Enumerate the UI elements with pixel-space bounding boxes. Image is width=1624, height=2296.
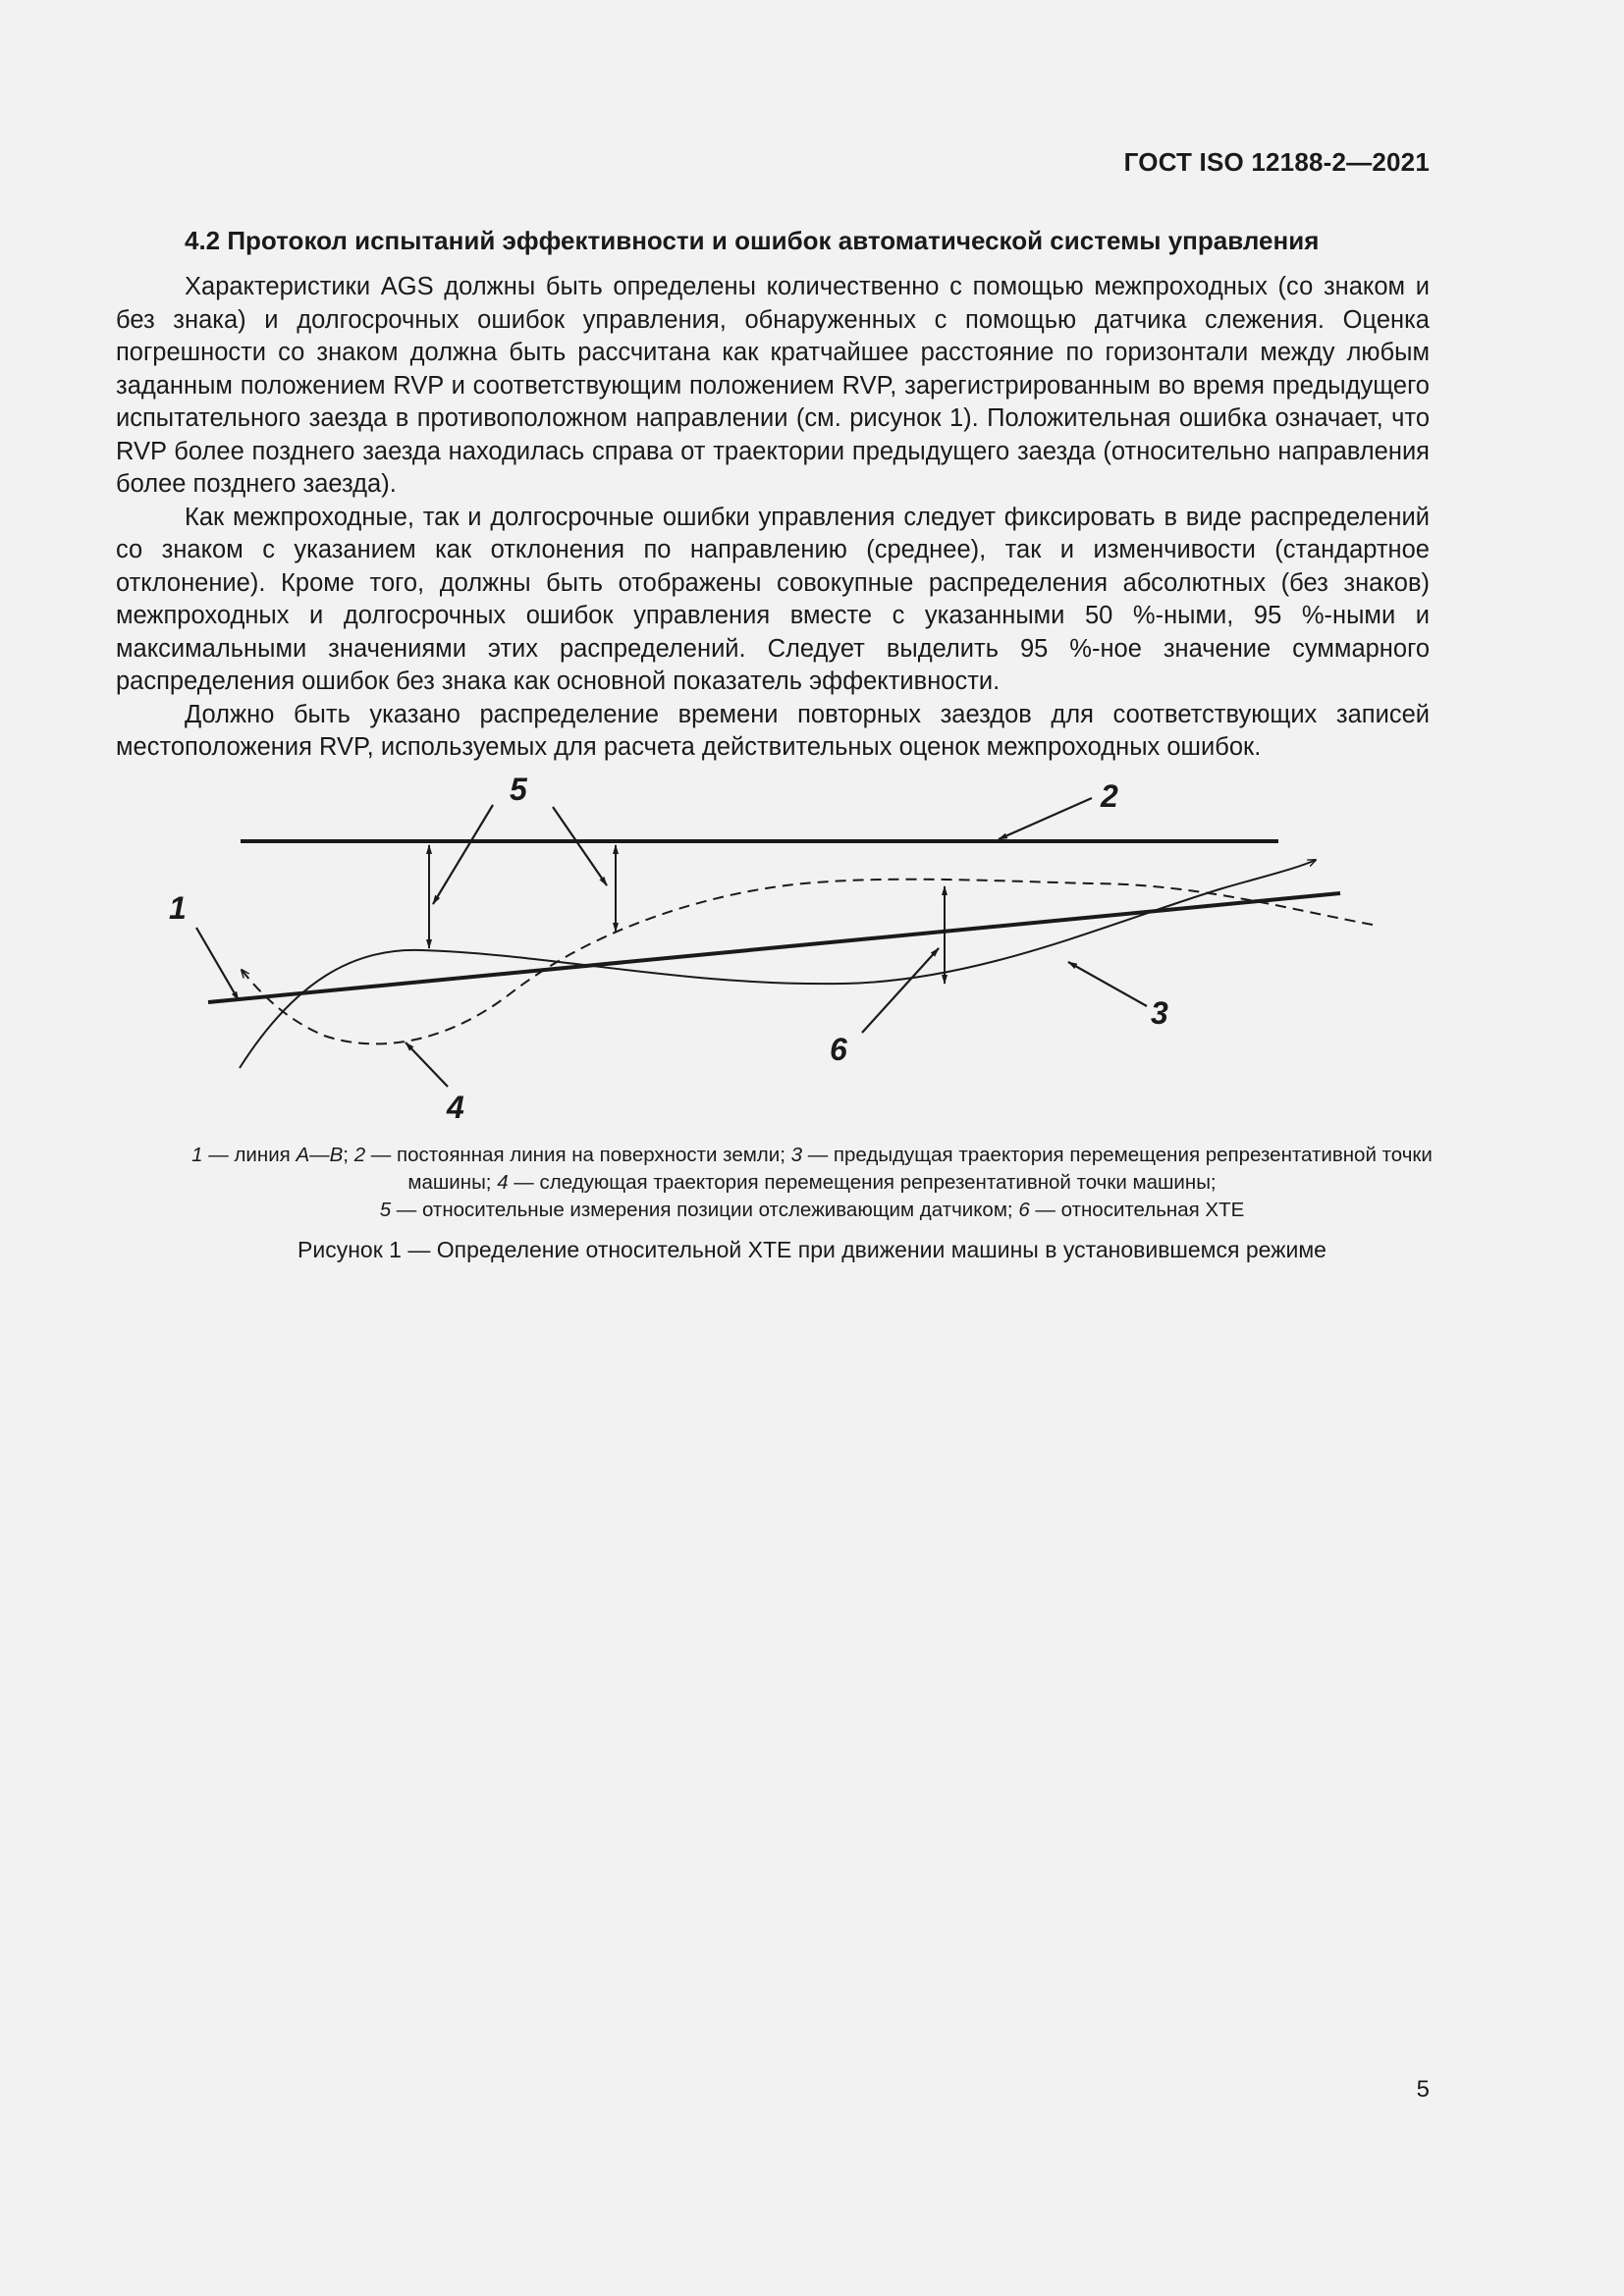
figure-label-4: 4 [447,1090,464,1125]
body-text [116,271,1430,765]
legend-text-2: — постоянная линия на поверхности земли; [365,1144,791,1166]
figure-label-3: 3 [1151,995,1168,1031]
figure-label-6: 6 [830,1032,847,1067]
figure-label-5: 5 [510,772,527,807]
legend-line-2 [147,1197,1477,1224]
standard-header: ГОСТ ISO 12188-2—2021 [1123,147,1430,177]
legend-text-1: — линия [202,1144,297,1166]
leader-2 [999,798,1092,839]
leader-5a [433,805,493,904]
ab-line [208,893,1340,1002]
legend-line-1: 1 — линия A—B; 2 — постоянная линия на поверхности земли; 3 — предыдущая траектория перемещения репрезентативной точки машины; 4 — следующая траектория перемещения репрезентативной точки машины; [191,1144,1433,1194]
legend-num-1: 1 [191,1144,203,1166]
leader-1 [196,928,239,1000]
page-number: 5 [1416,2076,1430,2103]
figure-1-diagram [147,766,1394,1139]
leader-4 [406,1042,448,1087]
paragraph-3: Должно быть указано распределение времени повторных заездов для соответствующих записей местоположения RVP, используемых для расчета действительных оценок межпроходных ошибок. [116,700,1430,761]
following-trajectory [242,880,1373,1044]
legend-num-2: 2 [353,1144,366,1166]
legend-num-4: 4 [497,1171,509,1194]
legend-text-3: — предыдущая траектория перемещения репрезентативной точки машины; [407,1144,1433,1194]
legend-ab: A—B [296,1144,344,1166]
legend-num-5: 5 [379,1199,392,1221]
section-title: 4.2 Протокол испытаний эффективности и ошибок автоматической системы управления [185,226,1320,255]
figure-legend [147,1142,1477,1224]
legend-text-4: — следующая траектория перемещения репрезентативной точки машины; [508,1171,1217,1194]
figure-label-1: 1 [169,890,187,926]
leader-5b [553,807,607,885]
legend-num-3: 3 [790,1144,803,1166]
leader-6 [862,948,939,1033]
figure-label-2: 2 [1101,778,1118,814]
figure-caption: Рисунок 1 — Определение относительной XTE при движении машины в установившемся режиме [298,1237,1326,1262]
previous-trajectory [240,860,1316,1068]
leader-3 [1068,962,1147,1006]
legend-text-5: — относительные измерения позиции отслеживающим датчиком; [391,1199,1019,1221]
legend-text-6: — относительная XTE [1029,1199,1245,1221]
paragraph-1: Характеристики AGS должны быть определены количественно с помощью межпроходных (со знаком и без знака) и долгосрочных ошибок управления, обнаруженных с помощью датчика слежения. Оценка погрешности со знаком должна быть рассчитана как кратчайшее расстояние по горизонтали между любым заданным положением RVP и соответствующим положением RVP, зарегистрированным во время предыдущего испытательного заезда в противоположном направлении (см. рисунок 1). Положительная ошибка означает, что RVP более позднего заезда находилась справа от траектории предыдущего заезда (относительно направления более позднего заезда). [116,273,1430,498]
legend-num-6: 6 [1018,1199,1030,1221]
paragraph-2: Как межпроходные, так и долгосрочные ошибки управления следует фиксировать в виде распределений со знаком с указанием как отклонения по направлению (среднее), так и изменчивости (стандартное отклонение). Кроме того, должны быть отображены совокупные распределения абсолютных (без знаков) межпроходных и долгосрочных ошибок управления вместе с указанными 50 %-ными, 95 %-ными и максимальными значениями этих распределений. Следует выделить 95 %-ное значение суммарного распределения ошибок без знака как основной показатель эффективности. [116,503,1430,695]
